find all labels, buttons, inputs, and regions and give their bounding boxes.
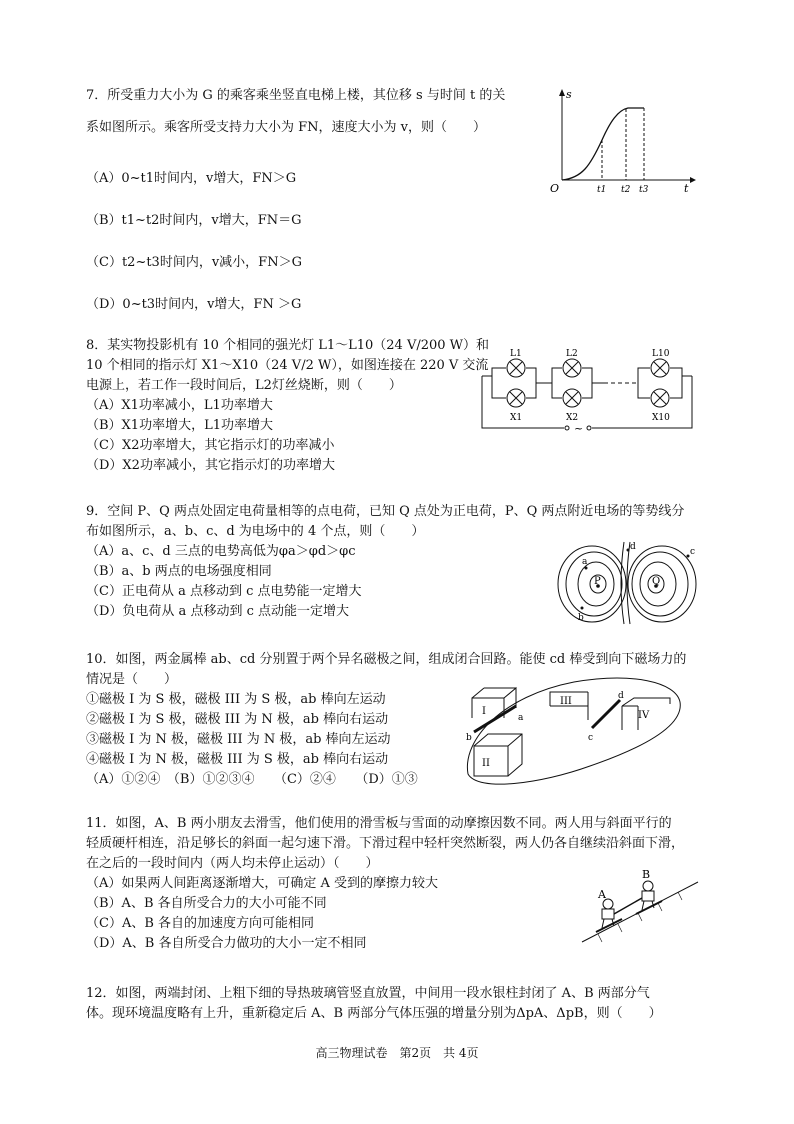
q7-stem-line2: 系如图所示。乘客所受支持力大小为 FN，速度大小为 v，则（ ） (86, 120, 487, 135)
q9-option-c: （C）正电荷从 a 点移动到 c 点电势能一定增大 (86, 584, 362, 599)
q10-option-3: ③磁极 I 为 N 极，磁极 III 为 N 极，ab 棒向左运动 (86, 732, 391, 747)
q11-option-d: （D）A、B 各自所受合力做功的大小一定不相同 (86, 936, 367, 951)
q9-label-a: a (582, 557, 588, 567)
q12-stem-line2: 体。现环境温度略有上升，重新稳定后 A、B 两部分气体压强的增量分别为ΔpA、ΔpB，则（ ） (86, 1006, 662, 1021)
page-footer: 高三物理试卷 第2页 共 4页 (315, 1046, 479, 1060)
q7-t-axis-label: t (684, 182, 689, 195)
q11-skiers-on-slope-diagram (578, 866, 702, 946)
q11-option-b: （B）A、B 各自所受合力的大小可能不同 (86, 896, 327, 911)
q10-magnet-rails-diagram (462, 670, 688, 788)
q12-stem-line1: 12．如图，两端封闭、上粗下细的导热玻璃管竖直放置，中间用一段水银柱封闭了 A、B 两部分气 (86, 986, 650, 1001)
q11-label-a: A (598, 888, 606, 901)
q9-option-d: （D）负电荷从 a 点移动到 c 点动能一定增大 (86, 604, 349, 619)
q9-option-b: （B）a、b 两点的电场强度相同 (86, 564, 272, 579)
q7-t3-label: t3 (639, 185, 649, 195)
q11-skier-a-icon (596, 899, 622, 932)
q9-label-b: b (578, 613, 584, 623)
q8-label-l1: L1 (510, 349, 522, 359)
q10-answer-choices: （A）①②④ （B）①②③④ （C）②④ （D）①③ (86, 772, 418, 787)
q7-option-b: （B）t1~t2时间内，v增大，FN＝G (86, 213, 302, 228)
q10-option-1: ①磁极 I 为 S 极，磁极 III 为 S 极，ab 棒向左运动 (86, 692, 386, 707)
q7-t2-label: t2 (621, 185, 631, 195)
q8-label-x2: X2 (566, 413, 579, 423)
q7-origin-label: O (550, 182, 560, 195)
q9-label-p: P (594, 576, 601, 587)
q12-stem (86, 984, 662, 1024)
q8-label-x1: X1 (510, 413, 523, 423)
q8-stem-line3: 电源上，若工作一段时间后，L2灯丝烧断，则（ ） (86, 378, 402, 393)
q9-stem-line2: 布如图所示，a、b、c、d 为电场中的 4 个点，则（ ） (86, 524, 425, 539)
q8-circuit-diagram (478, 346, 698, 436)
q8-label-l2: L2 (566, 349, 578, 359)
q10-label-b: b (466, 733, 472, 743)
q10-stem-line2: 情况是（ ） (86, 672, 178, 687)
q9-stem-line1: 9．空间 P、Q 两点处固定电荷量相等的点电荷，已知 Q 点处为正电荷，P、Q 两点附近电场的等势线分 (86, 504, 685, 519)
q8-ac-source-symbol: ~ (574, 422, 584, 435)
q7-option-a: （A）0~t1时间内，v增大，FN＞G (86, 171, 297, 186)
q8-option-d: （D）X2功率减小，其它指示灯的功率增大 (86, 458, 335, 473)
q7-options (86, 158, 302, 326)
q10-option-4: ④磁极 I 为 N 极，磁极 III 为 S 极，ab 棒向右运动 (86, 752, 389, 767)
q10-magnet-iv-label: IV (638, 710, 650, 721)
q10-label-c: c (588, 733, 594, 743)
q7-option-c: （C）t2~t3时间内，v减小，FN＞G (86, 255, 302, 270)
q8-option-b: （B）X1功率增大，L1功率增大 (86, 418, 273, 433)
q11-stem-line1: 11．如图，A、B 两小朋友去滑雪，他们使用的滑雪板与雪面的动摩擦因数不同。两人用与斜面平行的 (86, 816, 672, 831)
q10-magnet-iii-label: III (560, 696, 572, 707)
q10-stem-line1: 10．如图，两金属棒 ab、cd 分别置于两个异名磁极之间，组成闭合回路。能使 cd 棒受到向下磁场力的 (86, 652, 687, 667)
q11-label-b: B (642, 868, 651, 881)
q8-label-x10: X10 (652, 413, 670, 423)
q8-stem (86, 336, 489, 476)
q7-s-t-graph (548, 86, 698, 196)
q11-option-a: （A）如果两人间距离逐渐增大，可确定 A 受到的摩擦力较大 (86, 876, 439, 891)
q8-option-a: （A）X1功率减小，L1功率增大 (86, 398, 273, 413)
q10-magnet-ii-label: II (482, 758, 490, 769)
q11-skier-b-icon (636, 881, 662, 914)
q10-label-a: a (518, 713, 524, 723)
q8-stem-line2: 10 个相同的指示灯 X1～X10（24 V/2 W），如图连接在 220 V 交流 (86, 358, 489, 373)
q8-stem-line1: 8．某实物投影机有 10 个相同的强光灯 L1～L10（24 V/200 W）和 (86, 338, 490, 353)
q11-stem-line3: 在之后的一段时间内（两人均未停止运动）（ ） (86, 856, 379, 871)
q7-option-d: （D）0~t3时间内，v增大，FN ＞G (86, 297, 302, 312)
q11-option-c: （C）A、B 各自的加速度方向可能相同 (86, 916, 315, 931)
q10-option-2: ②磁极 I 为 S 极，磁极 III 为 N 极，ab 棒向右运动 (86, 712, 389, 727)
q7-s-axis-label: s (566, 88, 572, 101)
q7-t1-label: t1 (597, 185, 607, 195)
q10-magnet-i-label: I (482, 706, 486, 717)
q9-label-c: c (690, 547, 696, 557)
q9-equipotential-diagram (556, 540, 706, 626)
q9-label-d: d (630, 542, 636, 552)
q7-stem-line1: 7．所受重力大小为 G 的乘客乘坐竖直电梯上楼，其位移 s 与时间 t 的关 (86, 88, 506, 103)
q9-option-a: （A）a、c、d 三点的电势高低为φa＞φd＞φc (86, 544, 356, 559)
q10-label-d: d (618, 691, 624, 701)
q9-label-q: Q (652, 576, 661, 587)
q8-label-l10: L10 (652, 349, 670, 359)
q8-option-c: （C）X2功率增大，其它指示灯的功率减小 (86, 438, 335, 453)
q11-stem-line2: 轻质硬杆相连，沿足够长的斜面一起匀速下滑。下滑过程中轻杆突然断裂，两人仍各自继续沿斜面下滑， (86, 836, 685, 851)
